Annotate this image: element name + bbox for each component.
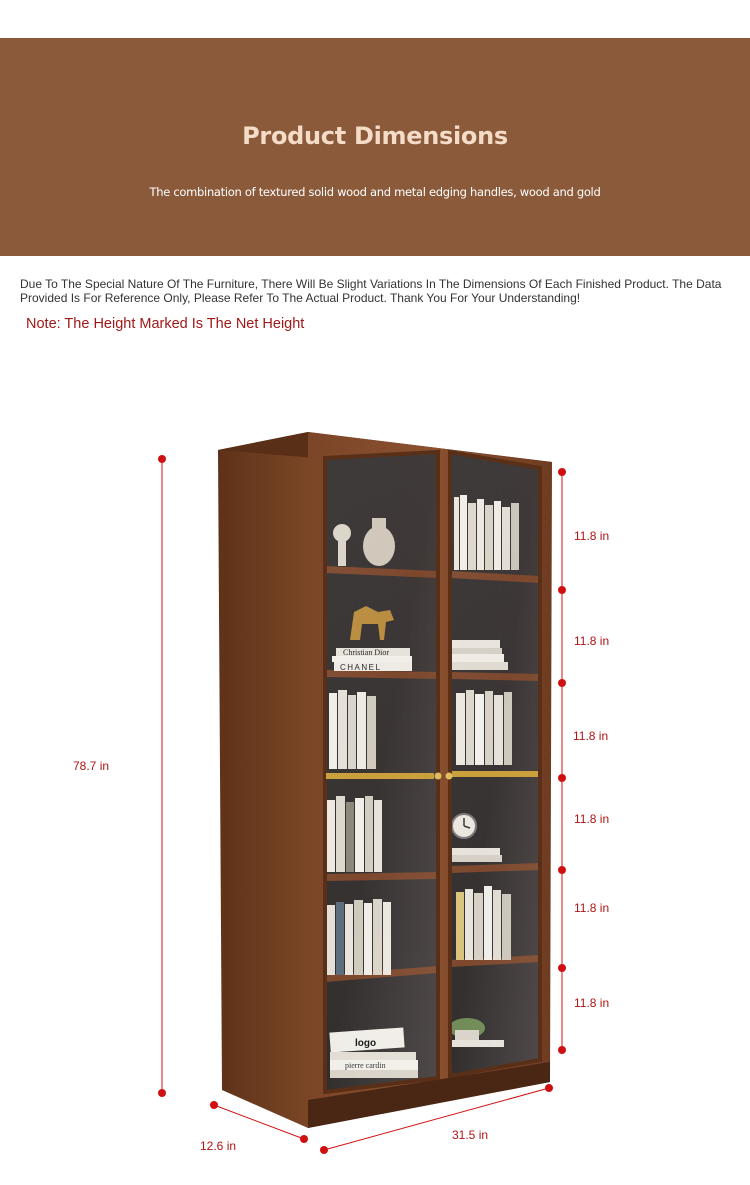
banner-title: Product Dimensions (242, 122, 508, 150)
banner-subtitle: The combination of textured solid wood and metal edging handles, wood and gold (149, 185, 601, 199)
disclaimer-text: Due To The Special Nature Of The Furniture, There Will Be Slight Variations In The Dimensions Of Each Finished Product. The Data Provided Is For Reference Only, Please Refer To The Actual Product. Thank You For Your Understanding! (20, 277, 722, 305)
width-label: 31.5 in (452, 1128, 489, 1142)
shelf-gap-label-1: 11.8 in (574, 529, 610, 543)
shelf-gap-label-4: 11.8 in (574, 812, 610, 826)
total-height-label: 78.7 in (73, 759, 110, 773)
depth-label: 12.6 in (200, 1139, 237, 1153)
shelf-gap-label-5: 11.8 in (574, 901, 610, 915)
shelf-gap-label-2: 11.8 in (574, 634, 610, 648)
shelf-gap-label-6: 11.8 in (574, 996, 610, 1010)
height-note: Note: The Height Marked Is The Net Height (26, 316, 305, 332)
shelf-gap-label-3: 11.8 in (573, 729, 609, 743)
